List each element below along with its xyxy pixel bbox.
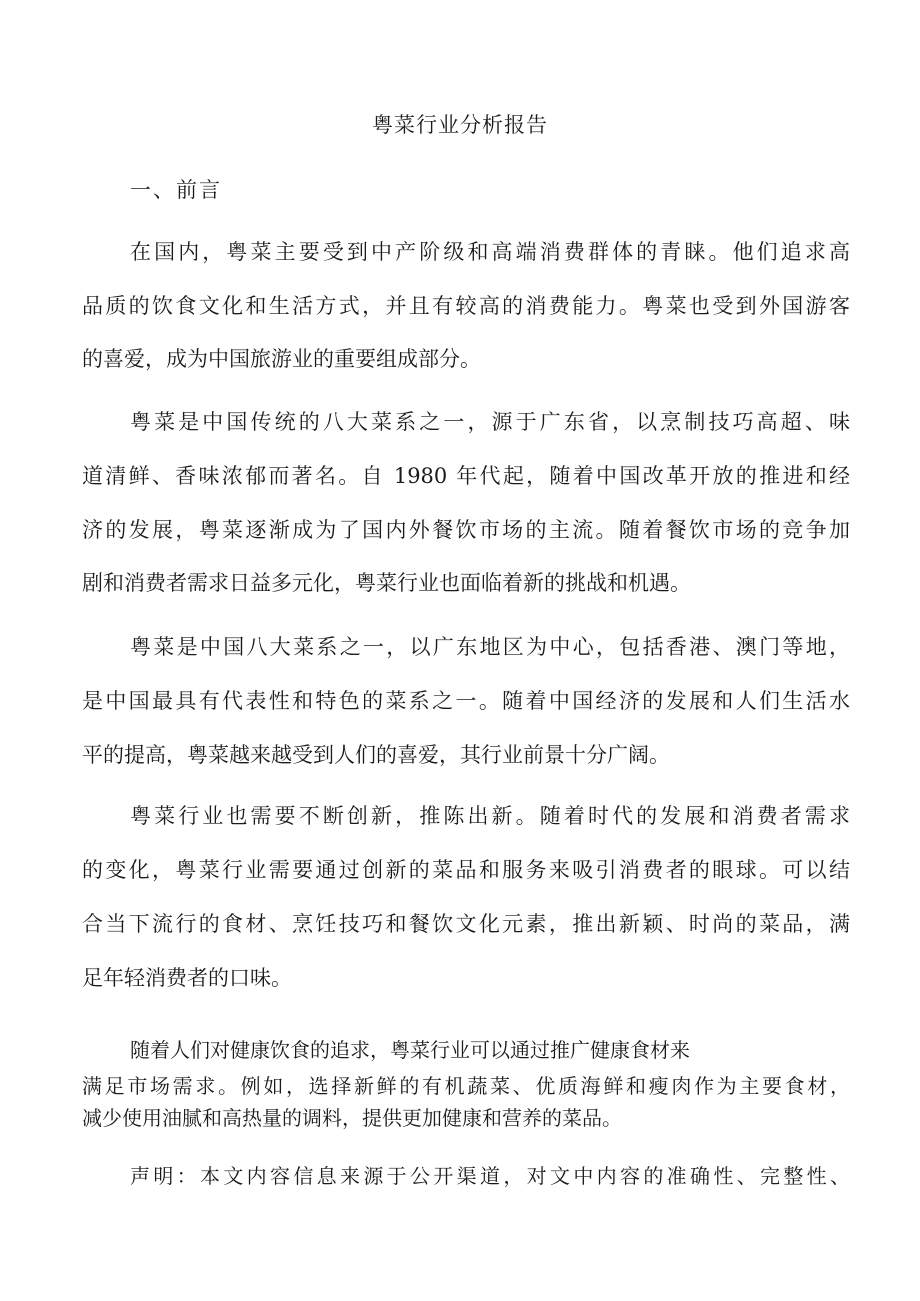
paragraph-line: 品质的饮食文化和生活方式，并且有较高的消费能力。粤菜也受到外国游客 xyxy=(82,294,850,318)
paragraph-line: 减少使用油腻和高热量的调料，提供更加健康和营养的菜品。 xyxy=(82,1106,622,1130)
document-title: 粤菜行业分析报告 xyxy=(372,113,548,137)
paragraph-line: 合当下流行的食材、烹饪技巧和餐饮文化元素，推出新颖、时尚的菜品，满 xyxy=(82,912,850,936)
disclaimer-line: 声明：本文内容信息来源于公开渠道，对文中内容的准确性、完整性、 xyxy=(130,1164,850,1188)
paragraph-line: 的变化，粤菜行业需要通过创新的菜品和服务来吸引消费者的眼球。可以结 xyxy=(82,858,850,882)
paragraph-line: 粤菜行业也需要不断创新，推陈出新。随着时代的发展和消费者需求 xyxy=(130,804,850,828)
paragraph-line: 在国内，粤菜主要受到中产阶级和高端消费群体的青睐。他们追求高 xyxy=(130,240,850,264)
paragraph-line: 剧和消费者需求日益多元化，粤菜行业也面临着新的挑战和机遇。 xyxy=(82,571,691,595)
paragraph-line: 随着人们对健康饮食的追求，粤菜行业可以通过推广健康食材来 xyxy=(130,1038,690,1062)
paragraph-line: 平的提高，粤菜越来越受到人们的喜爱，其行业前景十分广阔。 xyxy=(82,743,670,767)
paragraph-line: 足年轻消费者的口味。 xyxy=(82,966,292,990)
paragraph-line: 满足市场需求。例如，选择新鲜的有机蔬菜、优质海鲜和瘦肉作为主要食材， xyxy=(82,1074,850,1098)
paragraph-line: 道清鲜、香味浓郁而著名。自 1980 年代起，随着中国改革开放的推进和经 xyxy=(82,464,850,488)
paragraph-line: 的喜爱，成为中国旅游业的重要组成部分。 xyxy=(82,347,481,371)
paragraph-line: 粤菜是中国八大菜系之一，以广东地区为中心，包括香港、澳门等地， xyxy=(130,635,850,659)
paragraph-line: 粤菜是中国传统的八大菜系之一，源于广东省，以烹制技巧高超、味 xyxy=(130,410,850,434)
paragraph-line: 是中国最具有代表性和特色的菜系之一。随着中国经济的发展和人们生活水 xyxy=(82,689,850,713)
paragraph-line: 济的发展，粤菜逐渐成为了国内外餐饮市场的主流。随着餐饮市场的竞争加 xyxy=(82,518,850,542)
section-heading: 一、前言 xyxy=(130,178,222,202)
